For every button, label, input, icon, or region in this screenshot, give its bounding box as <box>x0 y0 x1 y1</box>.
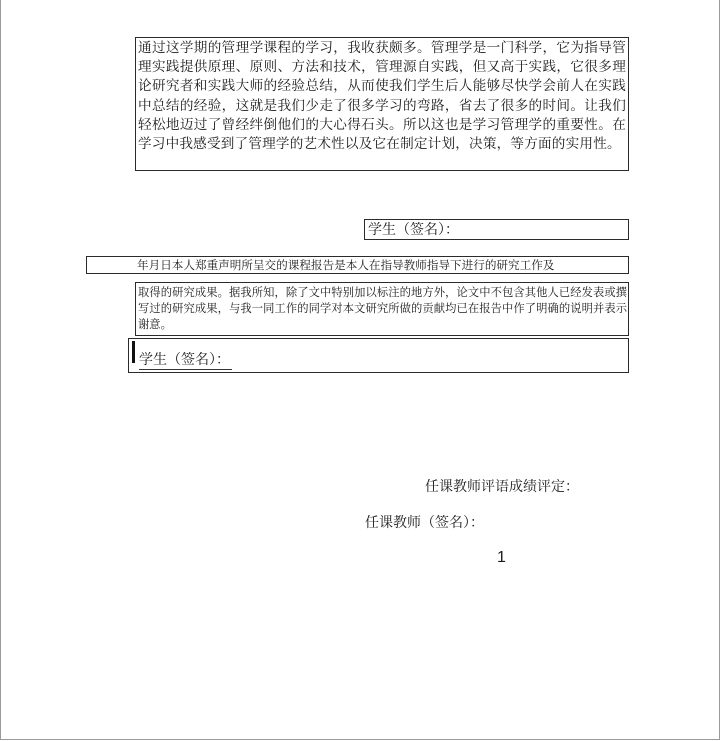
teacher-signature-label: 任课教师（签名）： <box>365 515 484 531</box>
report-summary-paragraph: 通过这学期的管理学课程的学习，我收获颇多。管理学是一门科学，它为指导管理实践提供原理、原则、方法和技术，管理源自实践，但又高于实践，它很多理论研究者和实践大师的经验总结，从而使我们学生后人能够尽快学会前人在实践中总结的经验，这就是我们少走了很多学习的弯路，省去了很多的时间。让我们轻松地迈过了曾经绊倒他们的大心得石头。所以这也是学习管理学的重要性。在学习中我感受到了管理学的艺术性以及它在制定计划，决策，等方面的实用性。 <box>135 37 629 171</box>
student-signature-label: 学生（签名）： <box>139 352 230 368</box>
student-signature-field-1[interactable]: 学生（签名）： <box>364 219 629 240</box>
page-number: 1 <box>497 549 506 566</box>
student-signature-field-2[interactable] <box>128 338 629 373</box>
text-cursor <box>132 341 135 363</box>
declaration-paragraph: 取得的研究成果。据我所知，除了文中特别加以标注的地方外，论文中不包含其他人已经发表或撰写过的研究成果，与我一同工作的同学对本文研究所做的贡献均已在报告中作了明确的说明并表示谢意。 <box>135 282 629 336</box>
declaration-first-line: 年月日本人郑重声明所呈交的课程报告是本人在指导教师指导下进行的研究工作及 <box>86 256 629 274</box>
teacher-comment-label: 任课教师评语成绩评定： <box>425 479 579 495</box>
